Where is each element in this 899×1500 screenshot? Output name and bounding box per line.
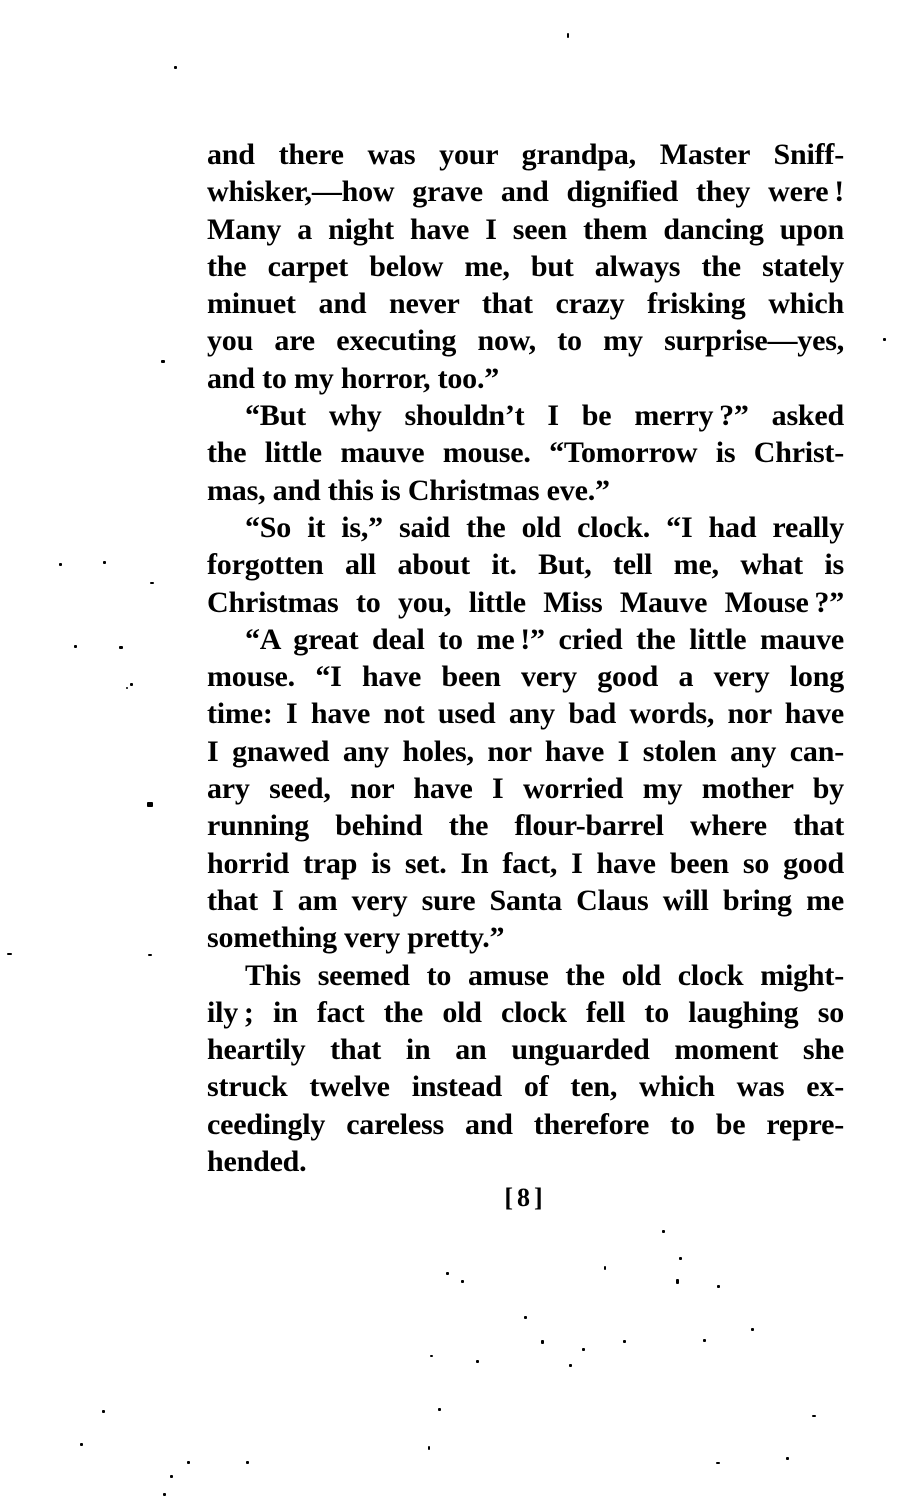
text-line: time: I have not used any bad words, nor have <box>207 697 844 731</box>
scan-speck <box>812 1415 816 1417</box>
scan-speck <box>161 360 165 363</box>
scan-speck <box>716 1462 720 1464</box>
scan-speck <box>119 646 123 649</box>
text-line: Many a night have I seen them dancing upon <box>207 212 844 246</box>
scan-speck <box>74 645 77 648</box>
scan-speck <box>187 1461 190 1464</box>
scan-speck <box>623 1340 626 1343</box>
scan-speck <box>582 1348 585 1351</box>
scan-speck <box>476 1360 479 1363</box>
scan-speck <box>717 1285 720 1288</box>
scan-speck <box>7 953 12 955</box>
text-line: whisker,—how grave and dignified they were ! <box>207 175 844 209</box>
text-line: minuet and never that crazy frisking which <box>207 287 844 321</box>
paragraph <box>207 136 844 397</box>
scan-speck <box>126 687 128 689</box>
page-number: [8] <box>504 1183 547 1213</box>
text-line: hended. <box>207 1145 307 1179</box>
text-line: Christmas to you, little Miss Mauve Mouse ?” <box>207 585 844 619</box>
scan-speck <box>163 1493 166 1496</box>
scan-speck <box>751 1328 754 1331</box>
scan-speck <box>524 1316 527 1319</box>
scan-speck <box>130 683 133 686</box>
text-line: heartily that in an unguarded moment she <box>207 1033 844 1067</box>
text-line: something very pretty.” <box>207 921 505 955</box>
text-line: horrid trap is set. In fact, I have been so good <box>207 846 844 880</box>
text-line: the carpet below me, but always the stately <box>207 249 844 283</box>
scan-speck <box>662 1230 665 1233</box>
scan-speck <box>150 582 154 584</box>
scan-speck <box>59 563 62 566</box>
scan-speck <box>102 1410 105 1413</box>
text-line: ceedingly careless and therefore to be repre- <box>207 1107 844 1141</box>
text-line: that I am very sure Santa Claus will bring me <box>207 883 844 917</box>
paragraphs-container <box>207 136 844 1180</box>
scan-speck <box>174 66 177 69</box>
text-line: the little mauve mouse. “Tomorrow is Christ- <box>207 436 844 470</box>
scan-speck <box>679 1257 682 1260</box>
text-line: running behind the flour-barrel where that <box>207 809 844 843</box>
text-line: ary seed, nor have I worried my mother by <box>207 772 844 806</box>
scan-speck <box>246 1461 249 1464</box>
text-block <box>207 136 844 1213</box>
scan-speck <box>461 1280 464 1283</box>
paragraph <box>207 509 844 621</box>
text-line: forgotten all about it. But, tell me, what is <box>207 548 844 582</box>
text-line: mas, and this is Christmas eve.” <box>207 473 610 507</box>
text-line: and to my horror, too.” <box>207 361 500 395</box>
scan-speck <box>147 802 153 807</box>
paragraph <box>207 621 844 957</box>
paragraph <box>207 397 844 509</box>
scan-speck <box>541 1340 544 1344</box>
text-line: “A great deal to me !” cried the little mauve <box>245 622 844 656</box>
text-line: mouse. “I have been very good a very long <box>207 660 844 694</box>
scan-speck <box>148 954 152 956</box>
text-line: “So it is,” said the old clock. “I had really <box>245 510 844 544</box>
scan-speck <box>170 1475 173 1478</box>
scan-speck <box>438 1408 441 1411</box>
scan-speck <box>786 1457 789 1460</box>
text-line: I gnawed any holes, nor have I stolen any can- <box>207 734 844 768</box>
text-line: and there was your grandpa, Master Sniff- <box>207 138 844 171</box>
scan-speck <box>703 1339 706 1342</box>
paragraph <box>207 957 844 1181</box>
scan-speck <box>103 561 106 564</box>
text-line: you are executing now, to my surprise—yes, <box>207 324 844 358</box>
scan-speck <box>676 1279 679 1284</box>
text-line: struck twelve instead of ten, which was ex- <box>207 1070 844 1104</box>
scan-speck <box>569 1364 572 1367</box>
scan-speck <box>604 1266 606 1270</box>
text-line: “But why shouldn’t I be merry ?” asked <box>245 399 844 433</box>
scan-speck <box>428 1446 430 1450</box>
scan-speck <box>567 33 569 38</box>
scan-speck <box>446 1272 449 1275</box>
text-line: This seemed to amuse the old clock might- <box>245 958 844 992</box>
scan-speck <box>80 1443 83 1446</box>
text-line: ily ; in fact the old clock fell to laughing so <box>207 995 844 1029</box>
scan-speck <box>430 1355 433 1357</box>
scan-speck <box>883 338 886 341</box>
